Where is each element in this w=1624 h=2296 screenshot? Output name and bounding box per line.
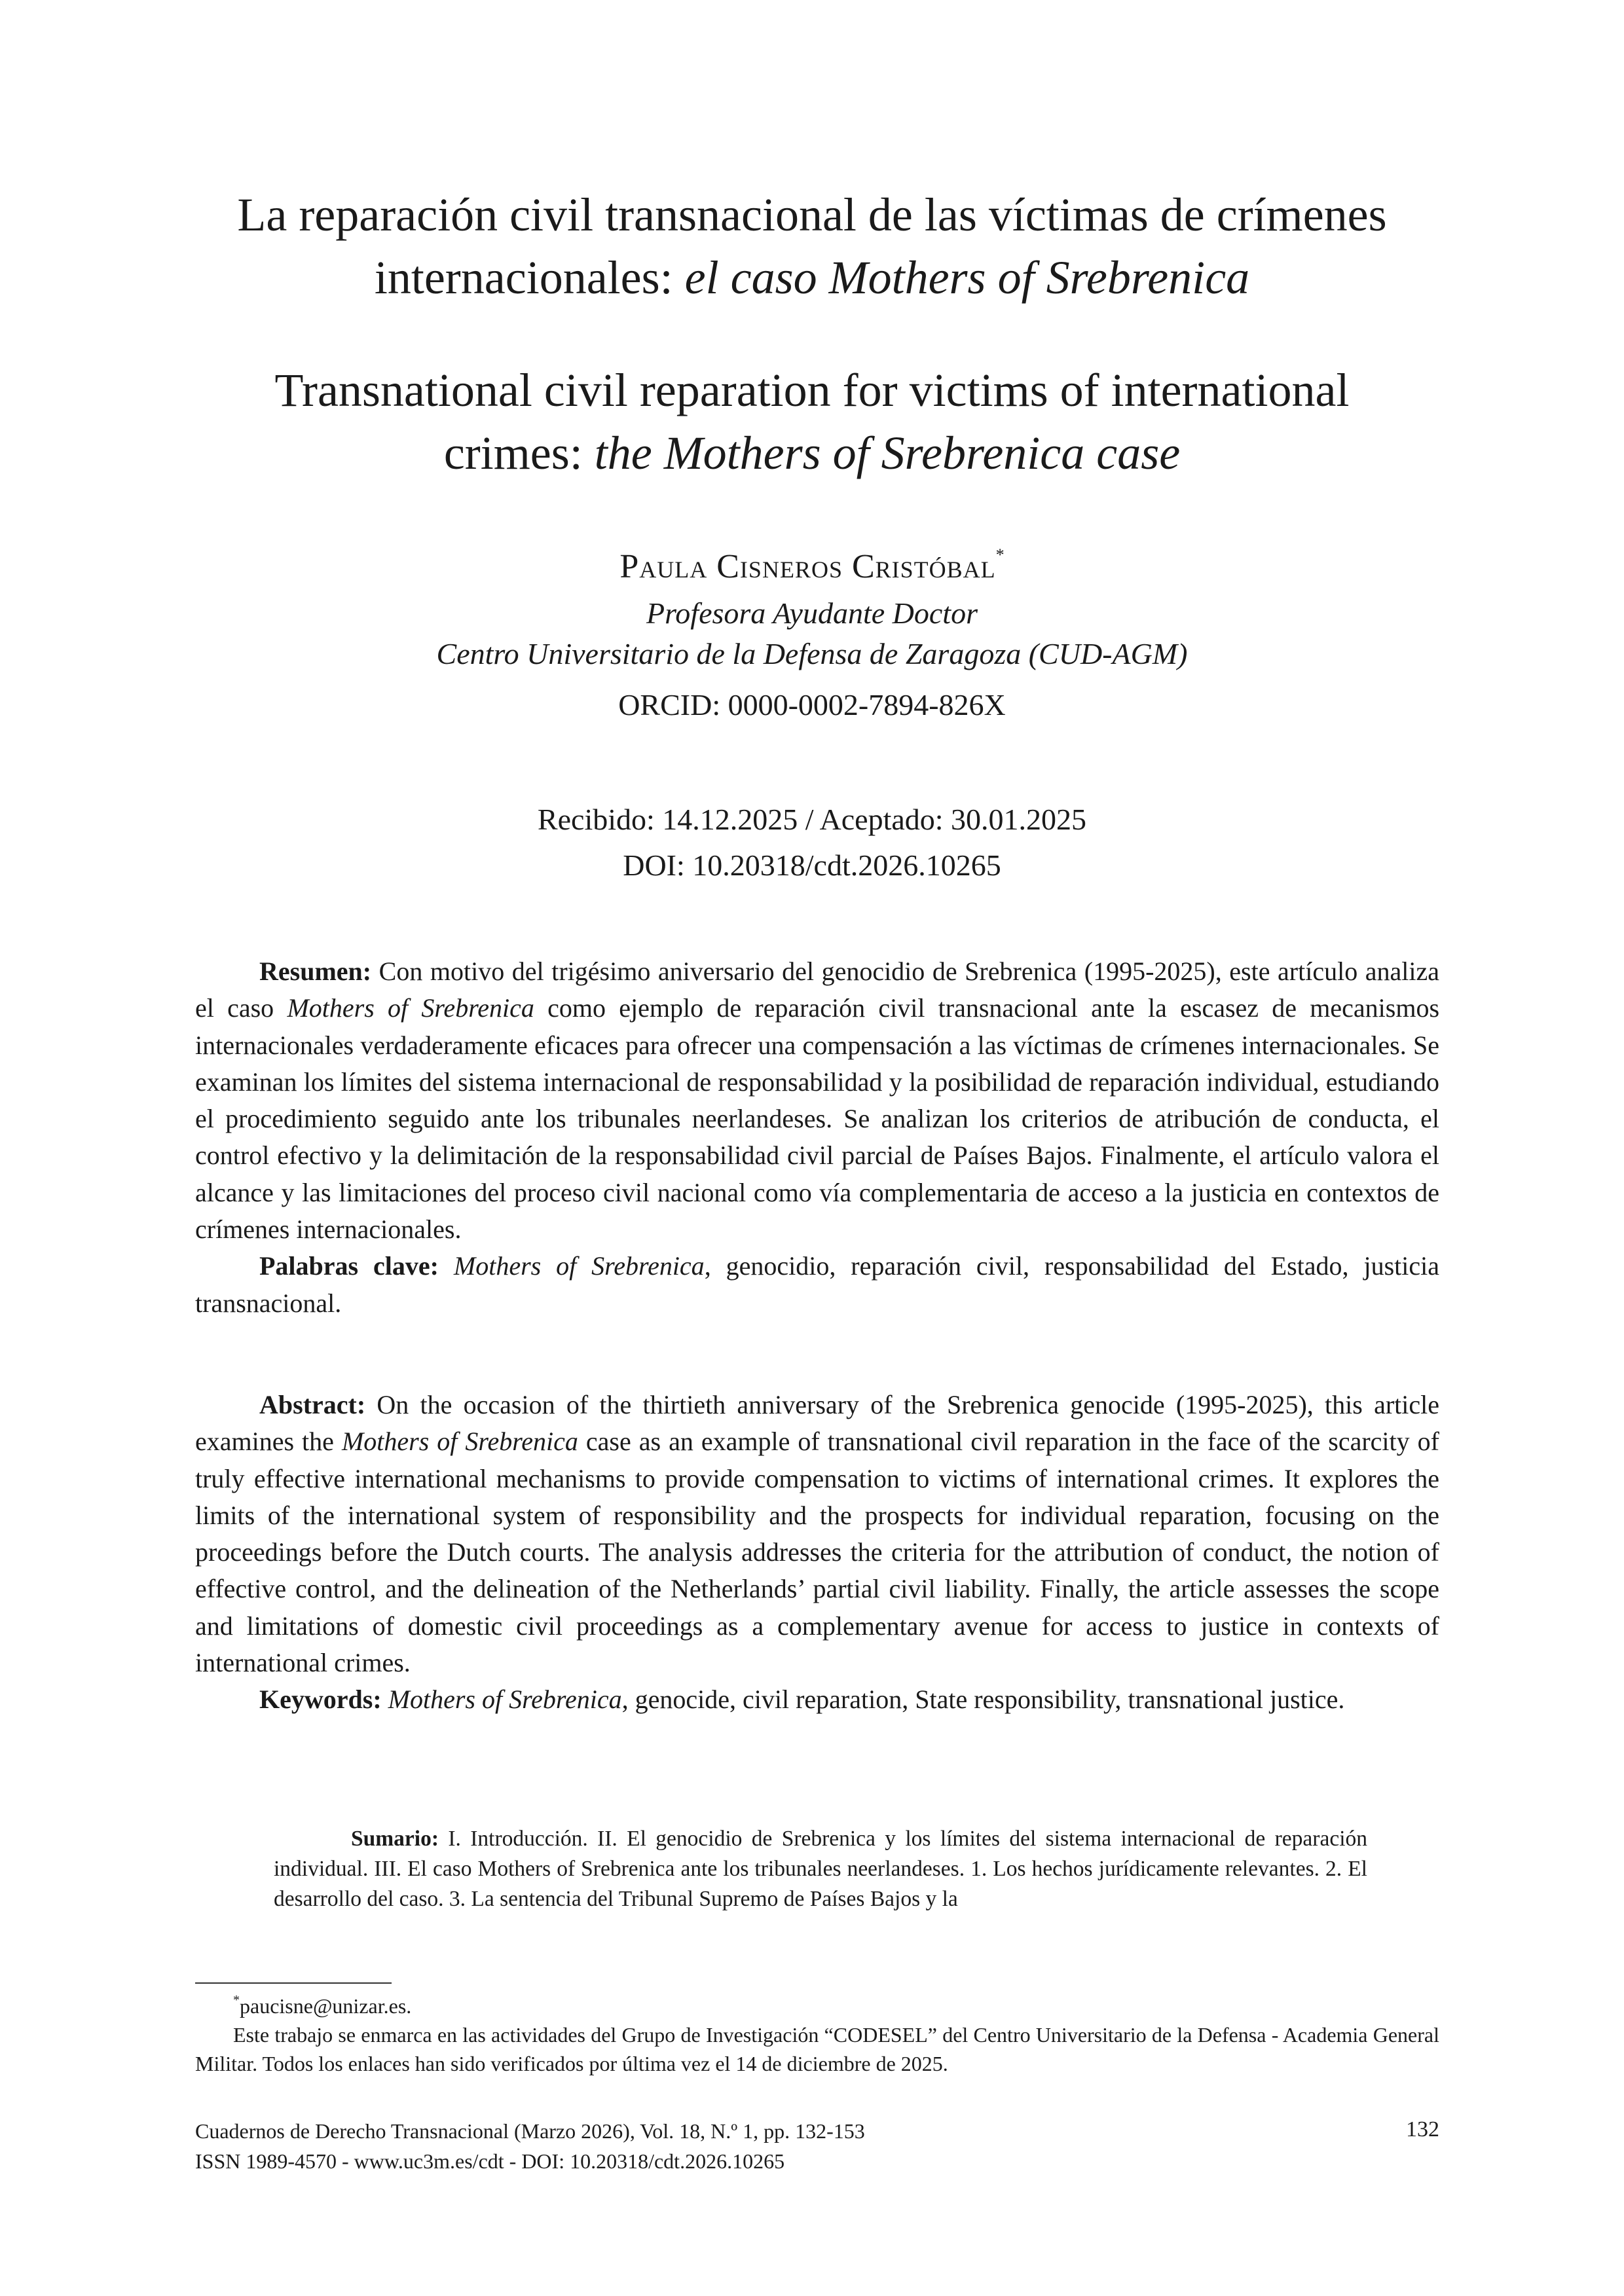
palabras-clave-label: Palabras clave:	[259, 1251, 439, 1281]
author-footnote-marker: *	[995, 545, 1005, 564]
abstract-paragraph: Abstract: On the occasion of the thirtieth anniversary of the Srebrenica genocide (1995-2025), this article examines the Mothers of Srebrenica case as an example of transnational civil reparation in the face of the scarcity of truly effective international mechanisms to provide compensation to victims of international crimes. It explores the limits of the international system of responsibility and the prospects for individual reparation, focusing on the proceedings before the Dutch courts. The analysis addresses the criteria for the attribution of conduct, the notion of effective control, and the delineation of the Netherlands’ partial civil liability. Finally, the article assesses the scope and limitations of domestic civil proceedings as a complementary avenue for access to justice in contexts of international crimes.	[195, 1390, 1439, 1678]
abstract-label: Abstract:	[259, 1390, 366, 1419]
author-institution: Centro Universitario de la Defensa de Zaragoza (CUD-AGM)	[436, 637, 1188, 670]
abstract-block	[195, 1387, 1439, 1719]
resumen-block	[195, 953, 1439, 1322]
footer-issn: ISSN 1989-4570 - www.uc3m.es/cdt - DOI: 10.20318/cdt.2026.10265	[195, 2149, 785, 2173]
footnotes	[195, 1992, 1439, 2078]
resumen-label: Resumen:	[259, 957, 372, 986]
title-spanish	[0, 183, 1624, 309]
sumario-label: Sumario:	[351, 1827, 439, 1851]
footer-journal: Cuadernos de Derecho Transnacional (Marzo 2026), Vol. 18, N.º 1, pp. 132-153	[195, 2119, 865, 2143]
article-doi: DOI: 10.20318/cdt.2026.10265	[623, 848, 1001, 882]
sumario-paragraph: Sumario: I. Introducción. II. El genocidio de Srebrenica y los límites del sistema internacional de reparación individual. III. El caso Mothers of Srebrenica ante los tribunales neerlandeses. 1. Los hechos jurídicamente relevantes. 2. El desarrollo del caso. 3. La sentencia del Tribunal Supremo de Países Bajos y la	[274, 1827, 1367, 1911]
title-spanish-line1: La reparación civil transnacional de las víctimas de crímenes	[237, 189, 1387, 241]
footnote-email: *paucisne@unizar.es.	[233, 1993, 412, 2018]
title-english	[0, 359, 1624, 484]
title-english-line1: Transnational civil reparation for victims of international	[274, 364, 1350, 416]
resumen-paragraph: Resumen: Con motivo del trigésimo aniversario del genocidio de Srebrenica (1995-2025), este artículo analiza el caso Mothers of Srebrenica como ejemplo de reparación civil transnacional ante la escasez de mecanismos internacionales verdaderamente eficaces para ofrecer una compensación a las víctimas de crímenes internacionales. Se examinan los límites del sistema internacional de responsabilidad y la posibilidad de reparación individual, estudiando el procedimiento seguido ante los tribunales neerlandeses. Se analizan los criterios de atribución de conducta, el control efectivo y la delimitación de la responsabilidad civil parcial de Países Bajos. Finalmente, el artículo valora el alcance y las limitaciones del proceso civil nacional como vía complementaria de acceso a la justicia en contextos de crímenes internacionales.	[195, 957, 1440, 1245]
author-orcid: ORCID: 0000-0002-7894-826X	[618, 688, 1006, 721]
footnote-divider	[195, 1982, 392, 1984]
title-english-line2: crimes: the Mothers of Srebrenica case	[443, 427, 1181, 479]
keywords-label: Keywords:	[259, 1685, 382, 1715]
author-name	[0, 547, 1624, 587]
title-spanish-line2: internacionales: el caso Mothers of Srebrenica	[374, 251, 1250, 304]
palabras-clave-paragraph: Palabras clave: Mothers of Srebrenica, genocidio, reparación civil, responsabilidad del Estado, justicia transnacional.	[195, 1251, 1439, 1318]
footnote-note: Este trabajo se enmarca en las actividades del Grupo de Investigación “CODESEL” del Centro Universitario de la Defensa - Academia General Militar. Todos los enlaces han sido verificados por última vez el 14 de diciembre de 2025.	[195, 2023, 1439, 2075]
received-accepted-dates: Recibido: 14.12.2025 / Aceptado: 30.01.2025	[537, 803, 1087, 836]
keywords-paragraph: Keywords: Mothers of Srebrenica, genocide, civil reparation, State responsibility, transnational justice.	[259, 1685, 1345, 1715]
page-number: 132	[1406, 2117, 1439, 2141]
author-position: Profesora Ayudante Doctor	[646, 596, 978, 630]
author-name-text: Paula Cisneros Cristóbal	[619, 548, 996, 585]
